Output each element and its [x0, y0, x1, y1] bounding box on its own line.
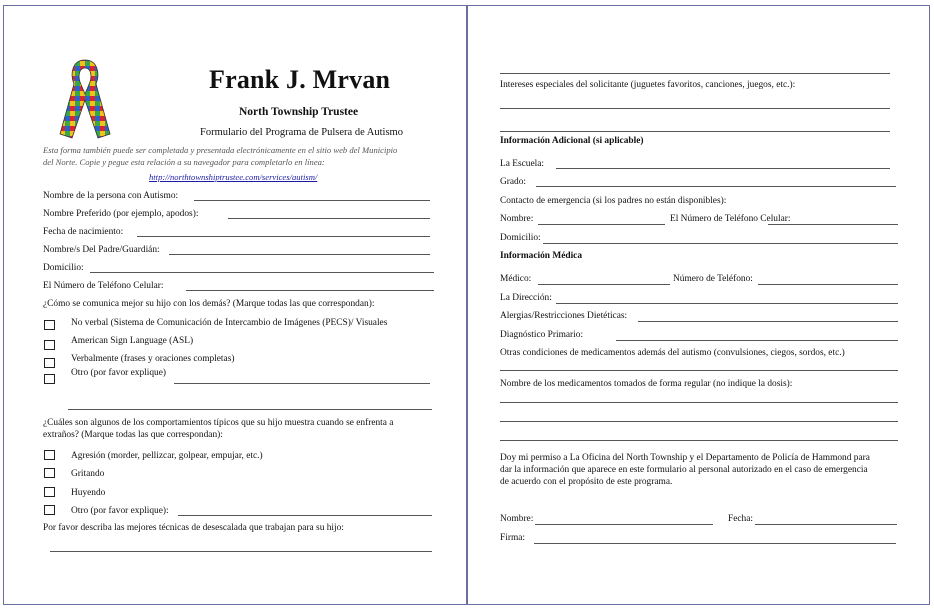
cell-phone-label: El Número de Teléfono Celular: — [43, 281, 164, 291]
emergency-name-label: Nombre: — [500, 214, 534, 224]
interests-label: Intereses especiales del solicitante (juguetes favoritos, canciones, juegos, etc.): — [500, 80, 796, 90]
other-conditions-label: Otras condiciones de medicamentos además del autismo (convulsiones, ciegos, sordos, etc.) — [500, 348, 845, 358]
signer-name-field[interactable] — [535, 524, 713, 525]
checkbox-other-communication[interactable] — [44, 374, 55, 384]
option-asl: American Sign Language (ASL) — [71, 336, 194, 346]
intro-text-1: Esta forma también puede ser completada y presentada electrónicamente en el sitio web del Municipio — [43, 145, 398, 155]
consent-text-2: dar la información que aparece en este formulario al personal autorizado en el caso de emergencia — [500, 465, 868, 475]
emergency-cell-field[interactable] — [768, 224, 898, 225]
consent-text-3: de acuerdo con el propósito de este programa. — [500, 477, 673, 487]
direction-label: La Dirección: — [500, 293, 552, 303]
interests-top-line[interactable] — [500, 73, 890, 74]
checkbox-aggression[interactable] — [44, 450, 55, 460]
phone-field[interactable] — [758, 284, 898, 285]
emergency-address-field[interactable] — [543, 243, 898, 244]
emergency-address-label: Domicilio: — [500, 233, 541, 243]
deescalation-label: Por favor describa las mejores técnicas de desescalada que trabajan para su hijo: — [43, 523, 344, 533]
medications-field-3[interactable] — [500, 440, 898, 441]
grade-field[interactable] — [536, 186, 896, 187]
interests-field-2[interactable] — [500, 131, 890, 132]
doctor-label: Médico: — [500, 274, 532, 284]
option-other-communication: Otro (por favor explique) — [71, 368, 167, 378]
direction-field[interactable] — [556, 303, 898, 304]
left-page — [3, 5, 467, 605]
school-field[interactable] — [556, 168, 890, 169]
allergies-label: Alergias/Restricciones Dietéticas: — [500, 311, 628, 321]
autism-name-field[interactable] — [194, 200, 430, 201]
intro-text-2: del Norte. Copie y pegue esta relación a su navegador para completarlo en línea: — [43, 157, 325, 167]
checkbox-asl[interactable] — [44, 340, 55, 350]
right-page — [467, 5, 930, 605]
autism-name-label: Nombre de la persona con Autismo: — [43, 191, 179, 201]
signature-label: Firma: — [500, 533, 525, 543]
preferred-name-label: Nombre Preferido (por ejemplo, apodos): — [43, 209, 199, 219]
option-running-away: Huyendo — [71, 488, 106, 498]
option-other-behavior: Otro (por favor explique): — [71, 506, 169, 516]
consent-text-1: Doy mi permiso a La Oficina del North Township y el Departamento de Policía de Hammond para — [500, 453, 870, 463]
checkbox-other-behavior[interactable] — [44, 505, 55, 515]
option-nonverbal: No verbal (Sistema de Comunicación de Intercambio de Imágenes (PECS)/ Visuales — [71, 318, 388, 328]
other-conditions-field[interactable] — [500, 370, 898, 371]
cell-phone-field[interactable] — [186, 290, 434, 291]
communicate-question: ¿Cómo se comunica mejor su hijo con los demás? (Marque todas las que correspondan): — [43, 299, 375, 309]
medications-field-1[interactable] — [500, 402, 898, 403]
address-field[interactable] — [90, 272, 434, 273]
checkbox-verbal[interactable] — [44, 358, 55, 368]
dob-label: Fecha de nacimiento: — [43, 227, 124, 237]
option-verbal: Verbalmente (frases y oraciones completas) — [71, 354, 235, 364]
page-title: Frank J. Mrvan — [209, 65, 391, 94]
behavior-question-1: ¿Cuáles son algunos de los comportamientos típicos que su hijo muestra cuando se enfrenta a — [43, 418, 394, 428]
subtitle: North Township Trustee — [239, 106, 359, 118]
behavior-question-2: extraños? (Marque todas las que correspondan): — [43, 430, 223, 440]
signature-field[interactable] — [534, 543, 896, 544]
school-label: La Escuela: — [500, 159, 544, 169]
date-label: Fecha: — [728, 514, 753, 524]
interests-field[interactable] — [500, 108, 890, 109]
option-aggression: Agresión (morder, pellizcar, golpear, empujar, etc.) — [71, 451, 263, 461]
other-communication-field[interactable] — [174, 383, 430, 384]
form-url-link[interactable]: http://northtownshiptrustee.com/services/autism/ — [149, 172, 318, 182]
diagnosis-field[interactable] — [616, 340, 898, 341]
diagnosis-label: Diagnóstico Primario: — [500, 330, 584, 340]
preferred-name-field[interactable] — [228, 218, 430, 219]
medications-label: Nombre de los medicamentos tomados de forma regular (no indique la dosis): — [500, 379, 793, 389]
emergency-name-field[interactable] — [538, 224, 665, 225]
phone-label: Número de Teléfono: — [673, 274, 753, 284]
emergency-cell-label: El Número de Teléfono Celular: — [670, 214, 791, 224]
form-name: Formulario del Programa de Pulsera de Autismo — [200, 127, 403, 138]
emergency-contact-label: Contacto de emergencia (si los padres no están disponibles): — [500, 196, 727, 206]
doctor-field[interactable] — [538, 284, 670, 285]
additional-info-heading: Información Adicional (si aplicable) — [500, 136, 644, 146]
allergies-field[interactable] — [638, 321, 898, 322]
deescalation-field[interactable] — [50, 551, 432, 552]
parent-name-field[interactable] — [169, 254, 430, 255]
grade-label: Grado: — [500, 177, 527, 187]
option-yelling: Gritando — [71, 469, 105, 479]
signer-name-label: Nombre: — [500, 514, 534, 524]
dob-field[interactable] — [137, 236, 430, 237]
checkbox-yelling[interactable] — [44, 468, 55, 478]
parent-name-label: Nombre/s Del Padre/Guardián: — [43, 245, 160, 255]
other-behavior-field[interactable] — [178, 515, 432, 516]
date-field[interactable] — [755, 524, 897, 525]
other-communication-field-2[interactable] — [68, 409, 432, 410]
checkbox-running-away[interactable] — [44, 487, 55, 497]
autism-ribbon-logo — [50, 56, 120, 141]
address-label: Domicilio: — [43, 263, 84, 273]
medications-field-2[interactable] — [500, 421, 898, 422]
checkbox-nonverbal[interactable] — [44, 320, 55, 330]
medical-info-heading: Información Médica — [500, 251, 583, 261]
